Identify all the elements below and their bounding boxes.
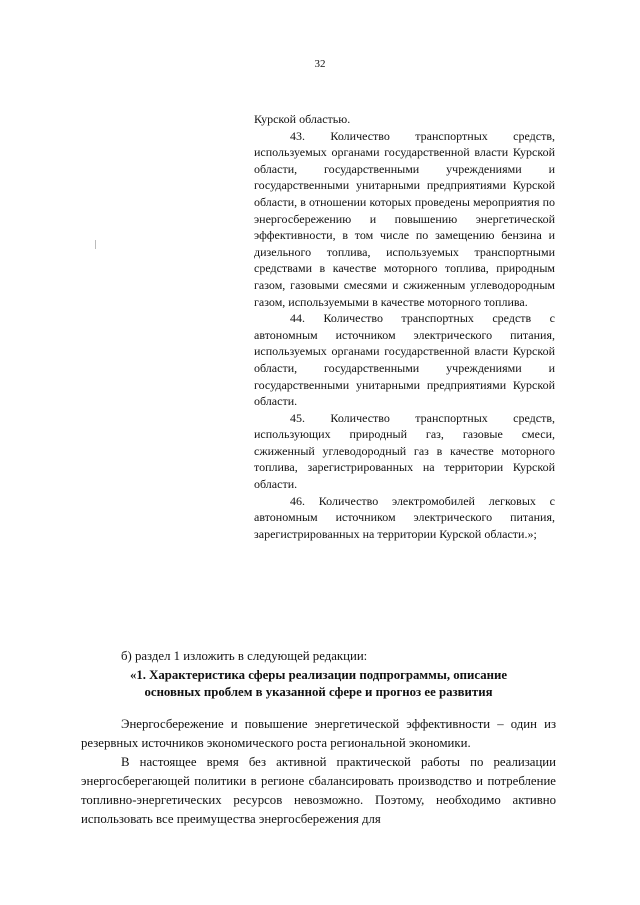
body-paragraph-2: В настоящее время без активной практической работы по реализации энергосберегающей политики в регионе сбалансировать производство и потребление топливно-энергетических ресурсов невозможно. Поэтому, необходимо активно использовать все преимущества энергосбережения для <box>81 755 556 826</box>
scan-edge-mark <box>95 240 96 249</box>
section-heading <box>81 667 556 701</box>
list-item-43: 43. Количество транспортных средств, используемых органами государственной власти Курской области, государственными учреждениями и государственными унитарными предприятиями Курской области, в отношении которых проведены мероприятия по энергосбережению и повышению энергетической эффективности, в том числе по замещению бензина и дизельного топлива, используемых транспортными средствами в качестве моторного топлива, природным газом, газовыми смесями и сжиженным углеводородным газом, используемыми в качестве моторного топлива. <box>254 128 555 309</box>
body-text <box>81 715 556 829</box>
heading-line-1: «1. Характеристика сферы реализации подпрограммы, описание <box>129 668 508 682</box>
page-number: 32 <box>314 58 326 70</box>
list-continuation: Курской областью. <box>254 112 351 126</box>
indicator-list <box>254 111 555 542</box>
body-paragraph-1: Энергосбережение и повышение энергетической эффективности – один из резервных источников экономического роста региональной экономики. <box>81 717 556 750</box>
list-item-44: 44. Количество транспортных средств с автономным источником электрического питания, используемых органами государственной власти Курской области, государственными учреждениями и государственными унитарными предприятиями Курской области. <box>254 311 555 409</box>
heading-line-2: основных проблем в указанной сфере и прогноз ее развития <box>144 685 493 699</box>
list-item-46: 46. Количество электромобилей легковых с автономным источником электрического питания, зарегистрированных на территории Курской области.»; <box>254 493 555 541</box>
subsection-b: б) раздел 1 изложить в следующей редакции: <box>121 649 368 663</box>
list-item-45: 45. Количество транспортных средств, использующих природный газ, газовые смеси, сжиженный углеводородный газ в качестве моторного топлива, зарегистрированных на территории Курской области. <box>254 410 555 492</box>
